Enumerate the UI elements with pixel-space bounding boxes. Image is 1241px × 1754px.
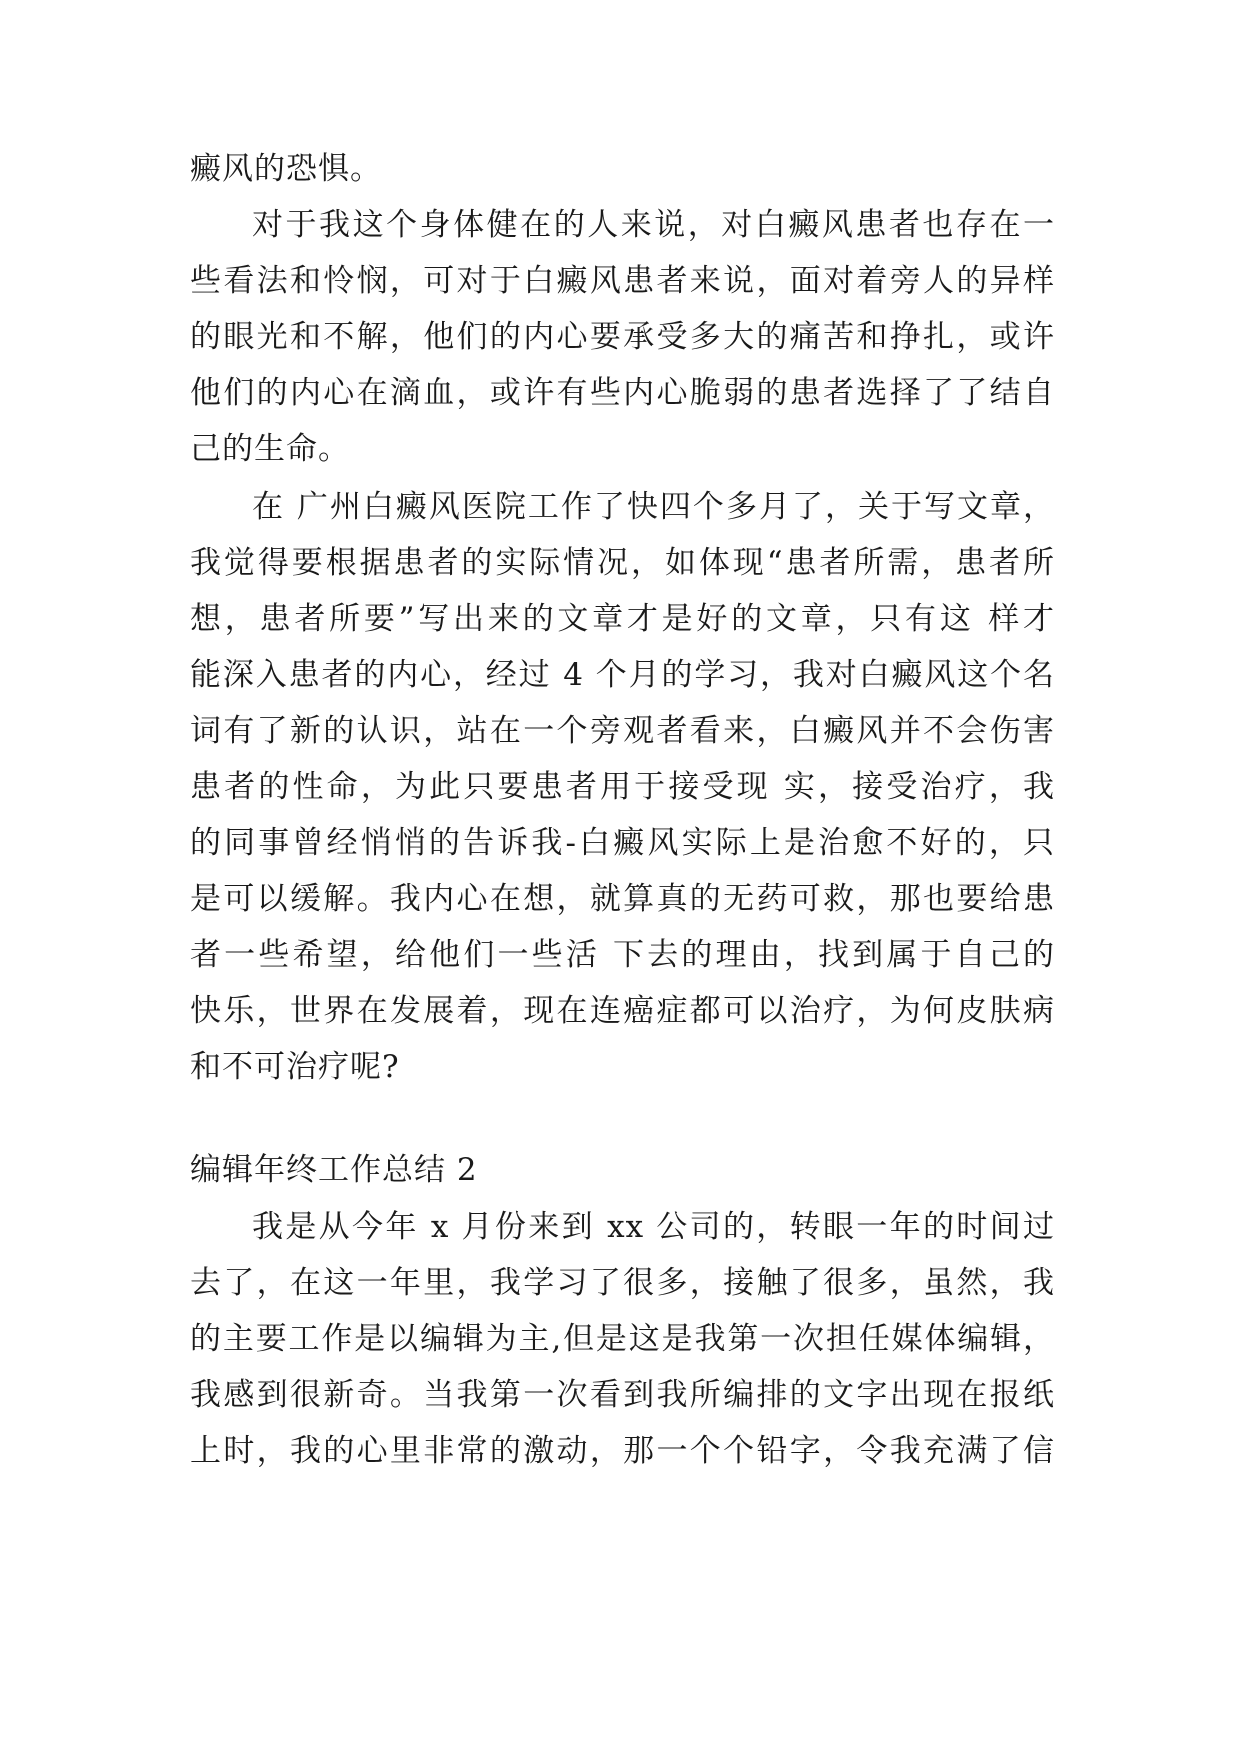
paragraph-line: 在 广州白癜风医院工作了快四个多月了，关于写文章， [252, 489, 1055, 525]
paragraph-line: 上时，我的心里非常的激动，那一个个铅字，令我充满了信 [190, 1433, 1055, 1469]
paragraph-line: 是可以缓解。我内心在想，就算真的无药可救，那也要给患 [190, 881, 1055, 917]
paragraph-line: 想，患者所要”写出来的文章才是好的文章，只有这 样才 [190, 601, 1055, 637]
paragraph-line: 对于我这个身体健在的人来说，对白癜风患者也存在一 [252, 207, 1055, 243]
paragraph-line: 我感到很新奇。当我第一次看到我所编排的文字出现在报纸 [190, 1377, 1055, 1413]
paragraph-line: 些看法和怜悯，可对于白癜风患者来说，面对着旁人的异样 [190, 263, 1055, 299]
paragraph-line: 去了，在这一年里，我学习了很多，接触了很多，虽然，我 [190, 1265, 1055, 1301]
paragraph-line: 词有了新的认识，站在一个旁观者看来，白癜风并不会伤害 [190, 713, 1055, 749]
paragraph-line: 患者的性命，为此只要患者用于接受现 实，接受治疗，我 [190, 769, 1055, 805]
paragraph-line: 的眼光和不解，他们的内心要承受多大的痛苦和挣扎，或许 [190, 319, 1055, 355]
paragraph-line: 我是从今年 x 月份来到 xx 公司的，转眼一年的时间过 [252, 1209, 1055, 1245]
paragraph-line: 癜风的恐惧。 [190, 151, 382, 187]
paragraph-line: 快乐，世界在发展着，现在连癌症都可以治疗，为何皮肤病 [190, 993, 1055, 1029]
paragraph-line: 他们的内心在滴血，或许有些内心脆弱的患者选择了了结自 [190, 375, 1055, 411]
paragraph-line: 者一些希望，给他们一些活 下去的理由，找到属于自己的 [190, 937, 1055, 973]
paragraph-line: 己的生命。 [190, 431, 350, 467]
paragraph-line: 和不可治疗呢? [190, 1049, 400, 1085]
paragraph-line: 的同事曾经悄悄的告诉我-白癜风实际上是治愈不好的，只 [190, 825, 1055, 861]
paragraph-line: 我觉得要根据患者的实际情况，如体现“患者所需，患者所 [190, 545, 1055, 581]
section-heading: 编辑年终工作总结 2 [190, 1152, 478, 1188]
paragraph-line: 能深入患者的内心，经过 4 个月的学习，我对白癜风这个名 [190, 657, 1055, 693]
paragraph-line: 的主要工作是以编辑为主,但是这是我第一次担任媒体编辑， [190, 1321, 1055, 1357]
